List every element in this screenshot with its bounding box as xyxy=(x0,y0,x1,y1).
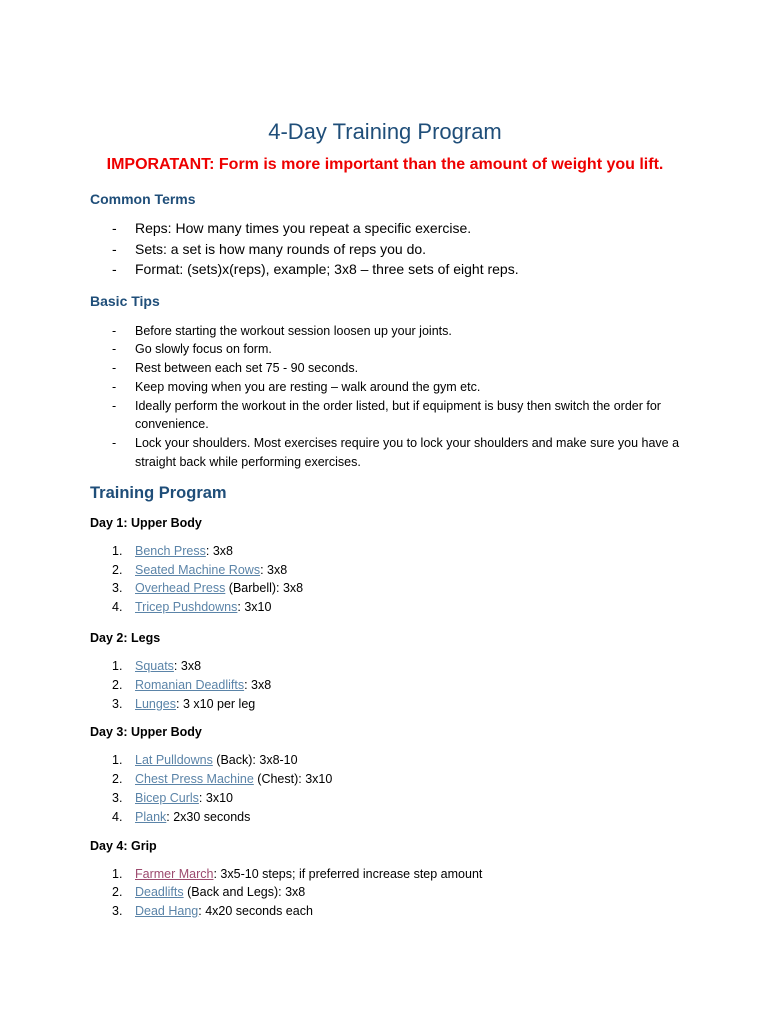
exercise-link-seated-machine-rows[interactable]: Seated Machine Rows xyxy=(135,562,261,577)
exercise-link-romanian-deadlifts[interactable]: Romanian Deadlifts xyxy=(135,677,245,692)
exercise-item: 3. Dead Hang: 4x20 seconds each xyxy=(112,904,313,919)
training-program-heading: Training Program xyxy=(90,483,227,502)
common-terms-list xyxy=(90,218,680,280)
dash-bullet: - xyxy=(112,361,117,376)
exercise-link-tricep-pushdowns[interactable]: Tricep Pushdowns xyxy=(135,600,238,615)
exercise-item: 1. Bench Press: 3x8 xyxy=(112,543,233,558)
list-item: - Sets: a set is how many rounds of reps you do. xyxy=(90,239,680,260)
dash-bullet: - xyxy=(112,261,117,277)
day-4-title: Day 4: Grip xyxy=(90,838,157,853)
list-item: - Format: (sets)x(reps), example; 3x8 – three sets of eight reps. xyxy=(90,259,680,280)
exercise-link-farmer-march[interactable]: Farmer March xyxy=(135,866,214,881)
page-title: 4-Day Training Program xyxy=(268,119,502,144)
exercise-item: 1. Farmer March: 3x5-10 steps; if preferred increase step amount xyxy=(112,866,483,881)
basic-tips-list xyxy=(90,322,680,472)
exercise-item: 4. Tricep Pushdowns: 3x10 xyxy=(112,600,272,615)
common-terms-heading: Common Terms xyxy=(90,191,196,207)
exercise-link-dead-hang[interactable]: Dead Hang xyxy=(135,904,199,919)
day-3-exercise-list xyxy=(90,751,680,826)
exercise-link-overhead-press[interactable]: Overhead Press xyxy=(135,581,226,596)
list-item: - Keep moving when you are resting – walk around the gym etc. xyxy=(90,378,680,397)
dash-bullet: - xyxy=(112,323,117,338)
exercise-link-lunges[interactable]: Lunges xyxy=(135,696,177,711)
list-item: - Rest between each set 75 - 90 seconds. xyxy=(90,359,680,378)
exercise-item: 2. Chest Press Machine (Chest): 3x10 xyxy=(112,772,333,787)
day-3-title: Day 3: Upper Body xyxy=(90,725,202,740)
exercise-item: 2. Deadlifts (Back and Legs): 3x8 xyxy=(112,885,306,900)
exercise-link-squats[interactable]: Squats xyxy=(135,659,174,674)
exercise-item: 4. Plank: 2x30 seconds xyxy=(112,809,251,824)
list-item: - Lock your shoulders. Most exercises require you to lock your shoulders and make sure you have a straight back while performing exercises. xyxy=(112,436,680,470)
exercise-item: 2. Romanian Deadlifts: 3x8 xyxy=(112,677,272,692)
exercise-item: 3. Lunges: 3 x10 per leg xyxy=(112,696,256,711)
exercise-link-plank[interactable]: Plank xyxy=(135,809,167,824)
exercise-link-bench-press[interactable]: Bench Press xyxy=(135,543,206,558)
list-item: - Go slowly focus on form. xyxy=(90,340,680,359)
exercise-item: 1. Lat Pulldowns (Back): 3x8-10 xyxy=(112,753,298,768)
dash-bullet: - xyxy=(112,220,117,236)
day-2-exercise-list xyxy=(90,657,680,713)
exercise-item: 3. Bicep Curls: 3x10 xyxy=(112,791,233,806)
dash-bullet: - xyxy=(112,436,117,451)
important-notice: IMPORATANT: Form is more important than the amount of weight you lift. xyxy=(106,156,664,173)
exercise-item: 2. Seated Machine Rows: 3x8 xyxy=(112,562,288,577)
exercise-link-bicep-curls[interactable]: Bicep Curls xyxy=(135,791,199,806)
dash-bullet: - xyxy=(112,398,117,413)
dash-bullet: - xyxy=(112,240,117,257)
dash-bullet: - xyxy=(112,342,117,357)
exercise-link-chest-press-machine[interactable]: Chest Press Machine xyxy=(135,772,254,787)
basic-tips-heading: Basic Tips xyxy=(90,292,160,309)
list-item: - Ideally perform the workout in the order listed, but if equipment is busy then switch the order for convenience. xyxy=(112,398,661,432)
day-2-title: Day 2: Legs xyxy=(90,631,161,646)
exercise-item: 3. Overhead Press (Barbell): 3x8 xyxy=(112,581,304,596)
list-item: - Before starting the workout session loosen up your joints. xyxy=(90,322,680,341)
exercise-item: 1. Squats: 3x8 xyxy=(112,659,202,674)
list-item: - Reps: How many times you repeat a specific exercise. xyxy=(90,218,680,239)
day-4-exercise-list xyxy=(90,865,680,921)
day-1-title: Day 1: Upper Body xyxy=(90,515,202,530)
day-1-exercise-list xyxy=(90,542,680,617)
exercise-link-deadlifts[interactable]: Deadlifts xyxy=(135,885,184,900)
document-page xyxy=(90,118,680,921)
exercise-link-lat-pulldowns[interactable]: Lat Pulldowns xyxy=(135,753,213,768)
dash-bullet: - xyxy=(112,379,117,394)
